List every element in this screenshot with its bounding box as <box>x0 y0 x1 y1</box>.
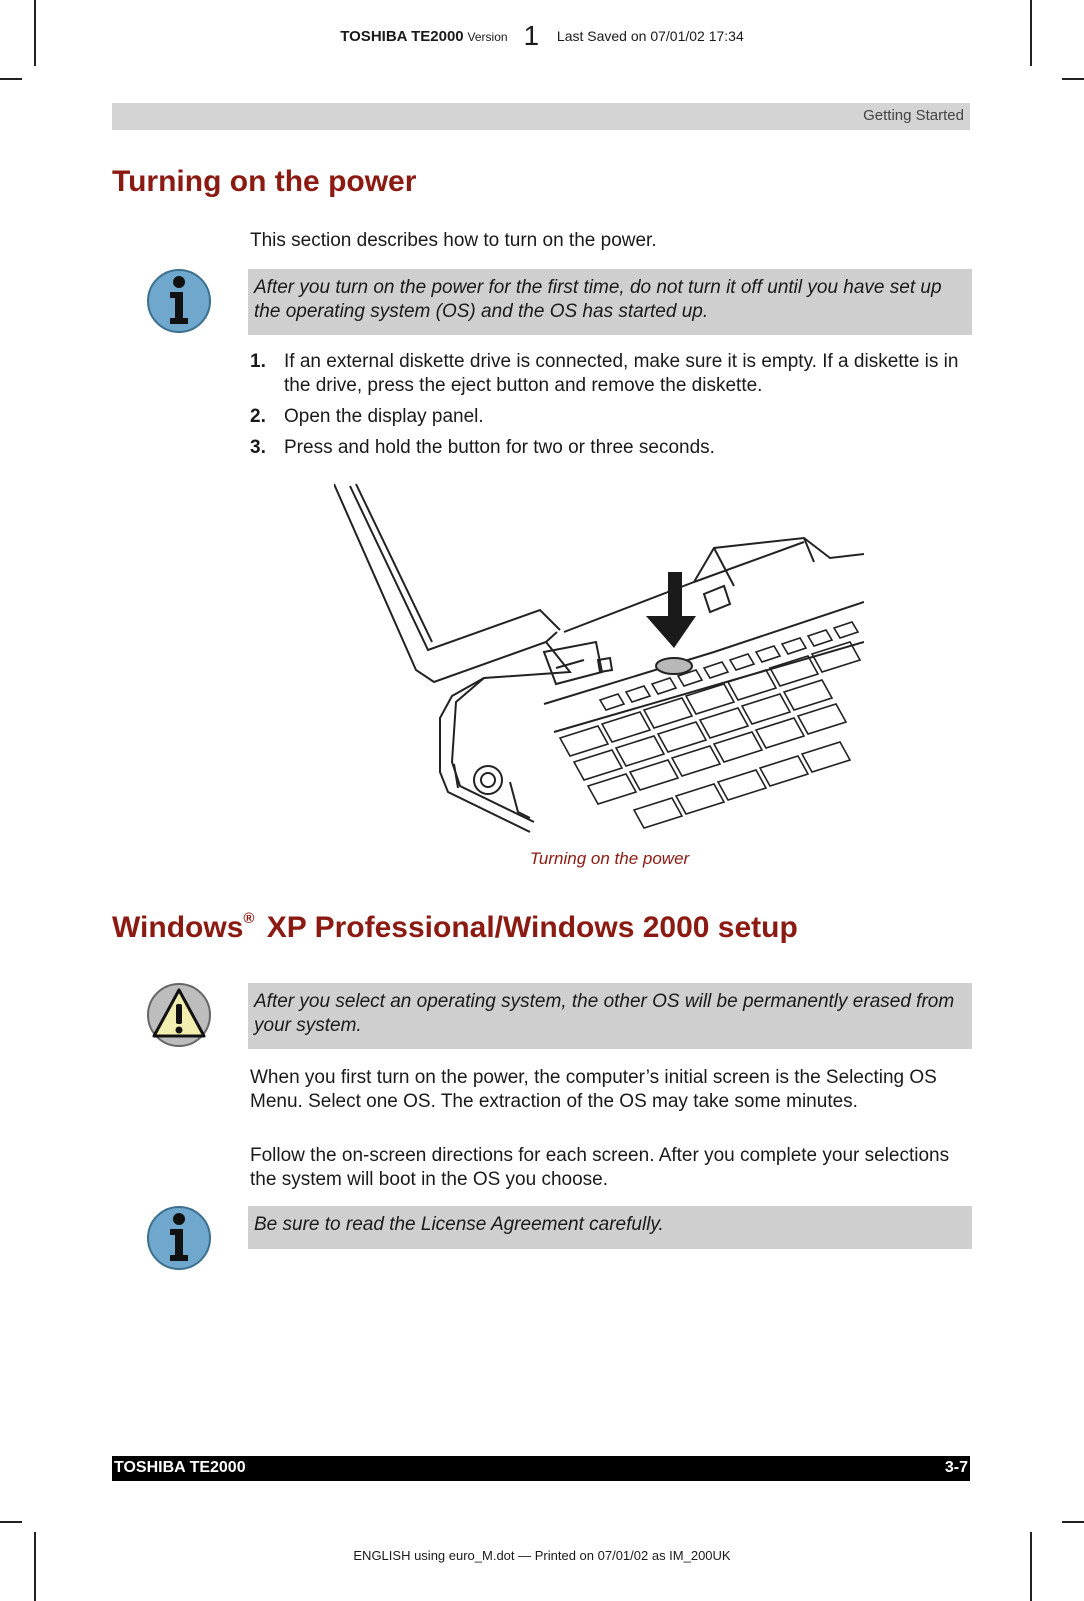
step-number: 2. <box>250 406 266 427</box>
step-number: 3. <box>250 437 266 458</box>
section-title <box>112 910 798 945</box>
info-note: Be sure to read the License Agreement carefully. <box>248 1206 972 1249</box>
version-label: Version <box>467 30 508 44</box>
footer-product: TOSHIBA TE2000 <box>114 1459 246 1476</box>
intro-text: This section describes how to turn on the power. <box>250 230 657 251</box>
section-title: Turning on the power <box>112 165 417 198</box>
setup-paragraph: When you first turn on the power, the computer’s initial screen is the Selecting OS Menu. Select one OS. The extraction of the OS may take some minutes. <box>250 1067 937 1112</box>
section-name: Getting Started <box>863 107 964 124</box>
step-text: If an external diskette drive is connected, make sure it is empty. If a diskette is in the drive, press the eject button and remove the diskette. <box>284 351 959 396</box>
info-icon <box>146 268 212 334</box>
info-note: After you turn on the power for the first time, do not turn it off until you have set up the operating system (OS) and the OS has started up. <box>248 269 972 335</box>
crop-mark <box>34 1532 36 1601</box>
list-item <box>250 350 972 398</box>
version-number: 1 <box>523 20 540 51</box>
registered-mark: ® <box>243 910 255 927</box>
crop-mark <box>1030 1532 1032 1601</box>
step-number: 1. <box>250 351 266 372</box>
crop-mark <box>1062 78 1084 80</box>
warning-icon <box>146 982 212 1048</box>
figure-caption: Turning on the power <box>529 849 690 868</box>
title-rest: XP Professional/Windows 2000 setup <box>266 911 798 944</box>
page-number: 3-7 <box>944 1459 968 1476</box>
list-item <box>250 436 972 460</box>
crop-mark <box>0 78 22 80</box>
product-name: TOSHIBA TE2000 <box>340 28 464 45</box>
print-info-line: ENGLISH using euro_M.dot — Printed on 07/01/02 as IM_200UK <box>353 1548 731 1563</box>
title-windows: Windows <box>112 911 244 944</box>
laptop-power-illustration <box>334 482 864 834</box>
setup-paragraph: Follow the on-screen directions for each screen. After you complete your selections the system will boot in the OS you choose. <box>250 1145 950 1190</box>
crop-mark <box>0 1521 22 1523</box>
warning-note: After you select an operating system, the other OS will be permanently erased from your system. <box>248 983 972 1049</box>
crop-mark <box>1062 1521 1084 1523</box>
footer-bar <box>112 1456 970 1481</box>
step-text: Press and hold the button for two or three seconds. <box>284 437 715 458</box>
section-header-bar <box>112 103 970 130</box>
info-icon <box>146 1205 212 1271</box>
last-saved: Last Saved on 07/01/02 17:34 <box>556 28 744 44</box>
document-meta-line <box>0 20 1084 52</box>
list-item <box>250 405 972 429</box>
steps-list <box>250 350 972 467</box>
step-text: Open the display panel. <box>284 406 484 427</box>
